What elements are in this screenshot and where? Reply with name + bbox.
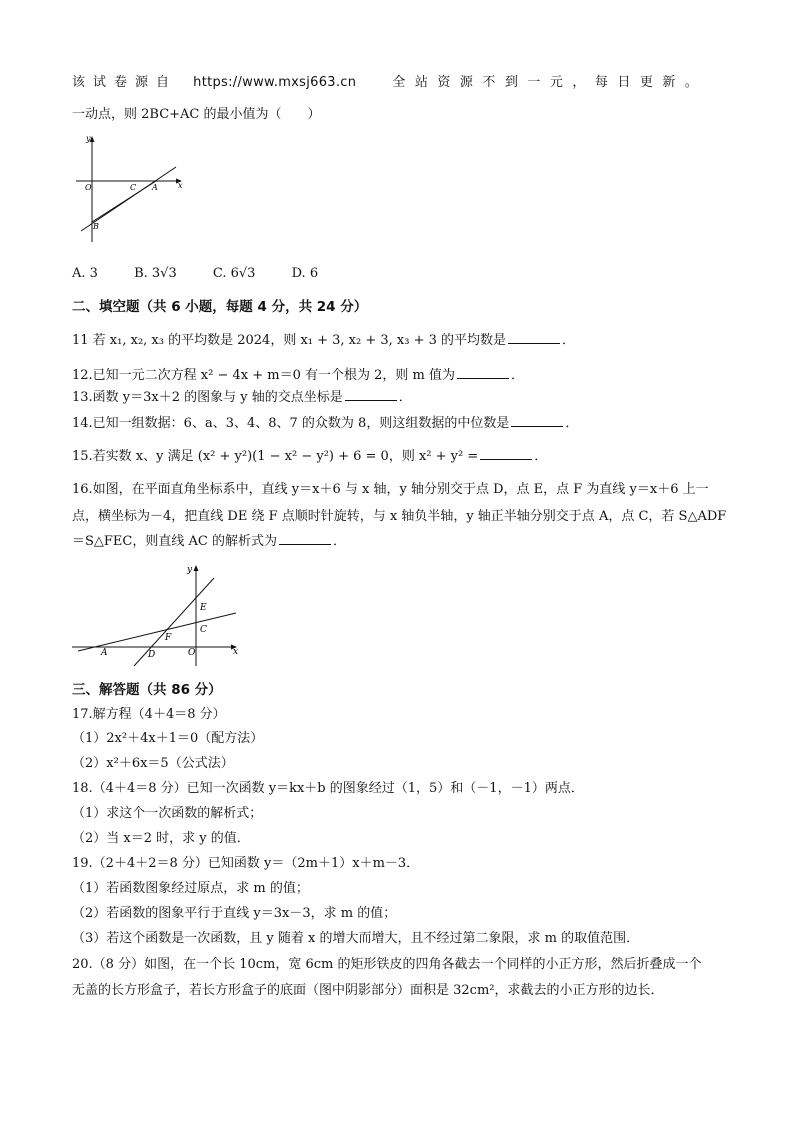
answer-blank-14[interactable]	[511, 414, 563, 427]
question-15-end: ．	[534, 449, 548, 464]
question-11-text: 11 若 x₁, x₂, x₃ 的平均数是 2024，则 x₁ + 3, x₂ + 3, x₃ + 3 的平均数是	[72, 333, 507, 348]
option-c[interactable]: C. 6√3	[212, 266, 256, 281]
header-url[interactable]: https://www.mxsj663.cn	[193, 75, 357, 90]
option-d[interactable]: D. 6	[291, 266, 319, 281]
question-19-part-3: （3）若这个函数是一次函数，且 y 随着 x 的增大而增大，且不经过第二象限，求 m 的取值范围．	[72, 931, 640, 946]
question-15	[72, 447, 547, 466]
question-16-figure	[70, 558, 250, 670]
question-15-text: 15.若实数 x、y 满足 (x² + y²)(1 − x² − y²) + 6 = 0，则 x² + y² =	[72, 449, 479, 464]
answer-blank-11[interactable]	[508, 331, 560, 344]
header-source-text: 该试卷源自	[72, 75, 178, 90]
question-19-part-2: （2）若函数的图象平行于直线 y＝3x－3，求 m 的值；	[72, 906, 397, 921]
fig10-label-o: O	[85, 183, 92, 192]
answer-blank-12[interactable]	[457, 366, 509, 379]
question-10-text: 一动点，则 2BC+AC 的最小值为（ ）	[72, 107, 321, 122]
question-12-end: ．	[511, 368, 525, 383]
fig10-label-y: y	[86, 134, 91, 143]
question-13	[72, 388, 412, 407]
question-16-end: ．	[332, 534, 346, 549]
question-17-title: 17.解方程（4＋4＝8 分）	[72, 707, 226, 722]
question-12-text: 12.已知一元二次方程 x² − 4x + m＝0 有一个根为 2，则 m 值为	[72, 368, 455, 383]
question-11-end: ．	[562, 333, 576, 348]
source-header	[72, 74, 707, 92]
question-16-line-2: 点，横坐标为－4，把直线 DE 绕 F 点顺时针旋转，与 x 轴负半轴，y 轴正半轴分别交于点 A，点 C，若 S△ADF	[72, 509, 727, 524]
question-18-part-1: （1）求这个一次函数的解析式；	[72, 806, 263, 821]
question-16-line-1: 16.如图，在平面直角坐标系中，直线 y＝x＋6 与 x 轴，y 轴分别交于点 D，点 E，点 F 为直线 y＝x＋6 上一	[72, 482, 709, 497]
question-11	[72, 331, 575, 350]
header-slogan: 全站资源不到一元，每日更新。	[392, 75, 708, 90]
question-20-line-1: 20.（8 分）如图，在一个长 10cm，宽 6cm 的矩形铁皮的四角各截去一个同样的小正方形，然后折叠成一个	[72, 957, 702, 972]
question-18-part-2: （2）当 x＝2 时，求 y 的值．	[72, 831, 250, 846]
answer-blank-13[interactable]	[345, 388, 397, 401]
question-17-part-2: （2）x²＋6x＝5（公式法）	[72, 756, 234, 771]
question-19-part-1: （1）若函数图象经过原点，求 m 的值；	[72, 881, 309, 896]
question-12	[72, 366, 524, 385]
question-18-title: 18.（4＋4＝8 分）已知一次函数 y＝kx＋b 的图象经过（1，5）和（－1，－1）两点．	[72, 781, 584, 796]
fig16-label-f: F	[165, 633, 172, 643]
fig16-label-y: y	[187, 565, 193, 575]
fig16-label-d: D	[148, 650, 156, 660]
section-3-title: 三、解答题（共 86 分）	[72, 682, 222, 698]
option-b[interactable]: B. 3√3	[134, 266, 177, 281]
fig16-label-o: O	[188, 648, 196, 658]
option-a[interactable]: A. 3	[72, 266, 98, 281]
question-17-part-1: （1）2x²＋4x＋1＝0（配方法）	[72, 731, 264, 746]
fig16-label-a: A	[101, 648, 108, 658]
question-20-line-2: 无盖的长方形盒子，若长方形盒子的底面（图中阴影部分）面积是 32cm²，求截去的小正方形的边长．	[72, 983, 664, 998]
answer-blank-16[interactable]	[279, 532, 331, 545]
fig16-label-x: x	[233, 647, 239, 657]
fig10-label-c: C	[130, 183, 137, 192]
section-2-title: 二、填空题（共 6 小题，每题 4 分，共 24 分）	[72, 299, 368, 315]
question-14	[72, 414, 578, 433]
fig16-label-e: E	[200, 603, 207, 613]
fig16-label-c: C	[200, 625, 207, 635]
question-10-figure	[70, 130, 190, 245]
question-16-line-3	[72, 532, 346, 551]
question-14-text: 14.已知一组数据：6、a、3、4、8、7 的众数为 8，则这组数据的中位数是	[72, 416, 510, 431]
fig10-label-a: A	[152, 183, 158, 192]
question-14-end: ．	[565, 416, 579, 431]
fig10-label-x: x	[178, 181, 183, 190]
fig10-label-b: B	[93, 222, 99, 231]
question-16-text: ＝S△FEC，则直线 AC 的解析式为	[72, 534, 277, 549]
question-10-options	[72, 265, 350, 283]
question-13-end: ．	[398, 390, 412, 405]
answer-blank-15[interactable]	[480, 447, 532, 460]
question-19-title: 19.（2＋4＋2＝8 分）已知函数 y＝（2m＋1）x＋m－3．	[72, 856, 420, 871]
question-13-text: 13.函数 y＝3x＋2 的图象与 y 轴的交点坐标是	[72, 390, 343, 405]
